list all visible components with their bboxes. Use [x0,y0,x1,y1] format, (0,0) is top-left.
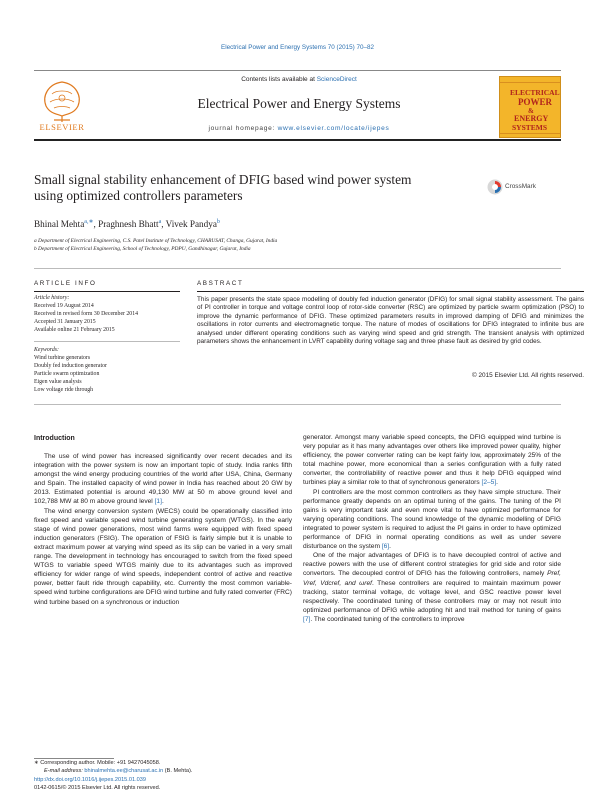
header-top-rule [34,70,561,71]
contents-prefix: Contents lists available at [241,76,317,83]
history-accepted: Accepted 31 January 2015 [34,319,96,325]
article-title [34,172,454,204]
article-info-heading: ARTICLE INFO [34,280,97,287]
sciencedirect-link[interactable]: ScienceDirect [316,76,357,83]
keyword-item: Doubly fed induction generator [34,363,107,369]
author-affiliation-mark[interactable]: b [216,219,220,225]
cover-stripe [500,82,560,83]
paragraph-text: . The coordinated tuning of the controllers to improve [310,615,465,623]
history-online: Available online 21 February 2015 [34,327,115,333]
affiliation-b: b Department of Electrical Engineering, School of Technology, PDPU, Gandhinagar, Gujarat, India [34,246,251,252]
citation-link[interactable]: [7] [303,615,311,623]
cover-title-line: ENERGY [514,114,549,123]
title-line-2: using optimized controllers parameters [34,188,243,203]
paragraph-text: generator. Amongst many variable speed concepts, the DFIG equipped wind turbine is very popular as it has many advantages over others like improved power quality, higher efficiency, the power converter rating can be kept fairly low, approximately 25% of the total machine power, more economical than a series configuration with a fully rated converter, the controllability of reactive power and thus it help DFIG equipped wind turbines play a similar role to that of synchronous generators [303,434,561,487]
author-list: Bhinal Mehta$^{a,∗}$, Praghnesh Bhatt$^a$, Vivek Pandya$^b$ [34,219,220,230]
body-left-column [34,452,292,607]
body-paragraph [303,551,561,624]
section-divider [34,404,561,405]
keywords-rule [34,341,180,342]
crossmark-label: CrossMark [505,183,536,190]
journal-cover [499,76,561,138]
homepage-link[interactable]: www.elsevier.com/locate/ijepes [277,125,390,132]
journal-header [34,70,561,140]
title-line-1: Small signal stability enhancement of DFIG based wind power system [34,172,412,187]
cover-title-line: ELECTRICAL [510,88,560,97]
abstract-copyright: © 2015 Elsevier Ltd. All rights reserved. [472,372,584,379]
issn-copyright: 0142-0615/© 2015 Elsevier Ltd. All rights reserved. [34,785,161,791]
history-received: Received 19 August 2014 [34,303,94,309]
paragraph-text: PI controllers are the most common controllers as they have simple structure. Their performance greatly depends on an optimal tuning of the gains. The tuning of the PI gains is very important task and even more vital to have optimized performance for varying operating conditions. The sound knowledge of the dynamic modelling of DFIG integrated to power system is required to adjust the PI gains in order to have optimized performance of DFIG in normal operating conditions as well as under severe disturbance on the system [303,488,561,551]
journal-homepage [104,125,494,132]
body-paragraph: generator. Amongst many variable speed concepts, the DFIG equipped wind turbine is very popular as it has many advantages over others like improved power quality, higher efficiency, the power converter rating can be kept fairly low, approximately 25% of the total machine power, more economical than a series configuration with a fully rated converter, the controllability of reactive power and thus it help DFIG equipped wind turbines play a similar role to that of synchronous generators [2–5]. [303,434,561,487]
keyword-item: Low voltage ride through [34,387,94,393]
cover-title-line: & [528,107,534,115]
citation-link[interactable]: [1] [154,498,162,506]
email-label: E-mail address: [44,768,85,774]
author-name: Vivek Pandya [165,219,217,230]
contents-line [104,76,494,83]
paragraph-text: The use of wind power has increased significantly over recent decades and its integration with the power system is now an important topic of study. India ranks fifth amongst the wind energy producing countries of the world after USA, China, Germany and Spain. The installed capacity of wind power in India has reached about 20 GW by 2013. Estimated potential is around 49,130 MW at 50 m above ground level and 102,788 MW at 80 m above ground level [34,453,292,506]
crossmark-badge[interactable] [487,179,553,195]
body-paragraph: The use of wind power has increased significantly over recent decades and its integration with the power system is now an important topic of study. India ranks fifth amongst the wind energy producing countries of the world after USA, China, Germany and Spain. The installed capacity of wind power in India has reached about 20 GW by 2013. Estimated potential is around 49,130 MW at 50 m above ground level and 102,788 MW at 80 m above ground level [1]. [34,453,292,506]
section-divider [34,268,561,269]
body-paragraph: The wind energy conversion system (WECS) could be operationally classified into fixed speed and variable speed wind turbine generating system (WTGS). In the early stage of wind power generations, most wind farms were equipped with fixed speed induction generators (FSIG). The operation of FSIG is fairly simple but it is unable to extract maximum power at varying wind speed as its slip can be varied in a very small range. The development in technology has encouraged to switch from the fixed speed WTGS to variable speed WTGS mainly due to its advantages such as improved efficiency for wider range of wind speeds, independent control of active and reactive power, better fault ride through capability, etc. Currently the most common variable-speed wind turbine configurations are DFIG wind turbine and fully rated converter (FRC) wind turbine based on a synchronous or induction [34,507,292,606]
publisher-name: ELSEVIER [39,122,85,132]
email-link[interactable]: bhinalmehta.ee@charusat.ac.in [84,768,164,774]
corresponding-author-note: ∗ Corresponding author. Mobile: +91 9427045058. [34,760,161,766]
doi-link[interactable] [34,777,146,784]
cover-title-line: POWER [518,97,553,107]
abstract-rule [197,291,584,292]
introduction-heading: Introduction [34,435,75,442]
abstract-text: This paper presents the state space modelling of doubly fed induction generator (DFIG) for small signal stability assessment. The gains of PI controller in torque and voltage control loop of rotor-side converter (RSC) are optimized by particle swarm optimization (PSO) to improve the dynamic performance of DFIG. These optimized parameters results in improved damping of DFIG and minimizes the oscillations in rotor currents and electromagnetic torque. The nature of modes of oscillations for DFIG integrated to infinite bus are analysed under different operating conditions such as varying wind speed and grid strength. The transient analysis with optimized parameters shows the enhancement in LVRT capability during voltage sag and three phase fault as desired by grid codes. [197,296,584,346]
journal-citation[interactable]: Electrical Power and Energy Systems 70 (2015) 70–82 [221,44,374,51]
keyword-item: Particle swarm optimization [34,371,100,377]
header-bottom-rule [34,139,561,141]
author-name: Praghnesh Bhatt [98,219,159,230]
doi-text[interactable]: http://dx.doi.org/10.1016/j.ijepes.2015.01.039 [34,777,146,783]
abstract-heading: ABSTRACT [197,280,244,287]
author-affiliation-mark[interactable]: a,∗ [84,219,94,225]
keywords-label: Keywords: [34,347,59,353]
email-suffix: (B. Mehta). [163,768,193,774]
author-name: Bhinal Mehta [34,219,85,230]
affiliation-a: a Department of Electrical Engineering, C.S. Patel Institute of Technology, CHARUSAT, Changa, Gujarat, India [34,238,278,244]
inline-math: Pref, Vref, Vdcref, and ωref [303,570,561,587]
history-label: Article history: [34,295,70,301]
homepage-prefix: journal homepage: [208,125,278,132]
crossmark-icon [487,179,503,195]
keyword-item: Wind turbine generators [34,355,91,361]
journal-title: Electrical Power and Energy Systems [197,96,401,111]
email-line [44,768,192,775]
body-paragraph: PI controllers are the most common controllers as they have simple structure. Their performance greatly depends on an optimal tuning of the gains. The tuning of the PI gains is very important task and even more vital to have optimized performance for varying operating conditions. The sound knowledge of the dynamic modelling of DFIG integrated to power system is required to adjust the PI gains in order to have optimized performance of DFIG in normal operating conditions as well as under severe disturbance on the system [6]. [303,488,561,551]
body-right-column [303,433,561,624]
citation-link[interactable]: [2–5] [481,479,497,487]
history-revised: Received in revised form 30 December 2014 [34,311,138,317]
cover-stripe [500,133,560,134]
footnote-rule [34,758,114,759]
citation-link[interactable]: [6] [381,543,390,551]
author-affiliation-mark[interactable]: a [158,219,162,225]
cover-title-line: SYSTEMS [512,123,548,132]
keyword-item: Eigen value analysis [34,379,82,385]
paragraph-text: One of the major advantages of DFIG is to have decoupled control of active and reactive powers with the use of different control strategies for grid side and rotor side convertors. The decoupled control of DFIG has the following controllers, namely [303,552,561,578]
article-info-rule [34,291,180,292]
paragraph-text: . These controllers are required to maintain maximum power tracking, stator terminal voltage, dc voltage level, and GSC reactive power level respectively. The coordinated tuning of these controllers may or may not result into optimized performance of DFIG while adopting hit and trail method for tuning of gains [303,579,561,614]
